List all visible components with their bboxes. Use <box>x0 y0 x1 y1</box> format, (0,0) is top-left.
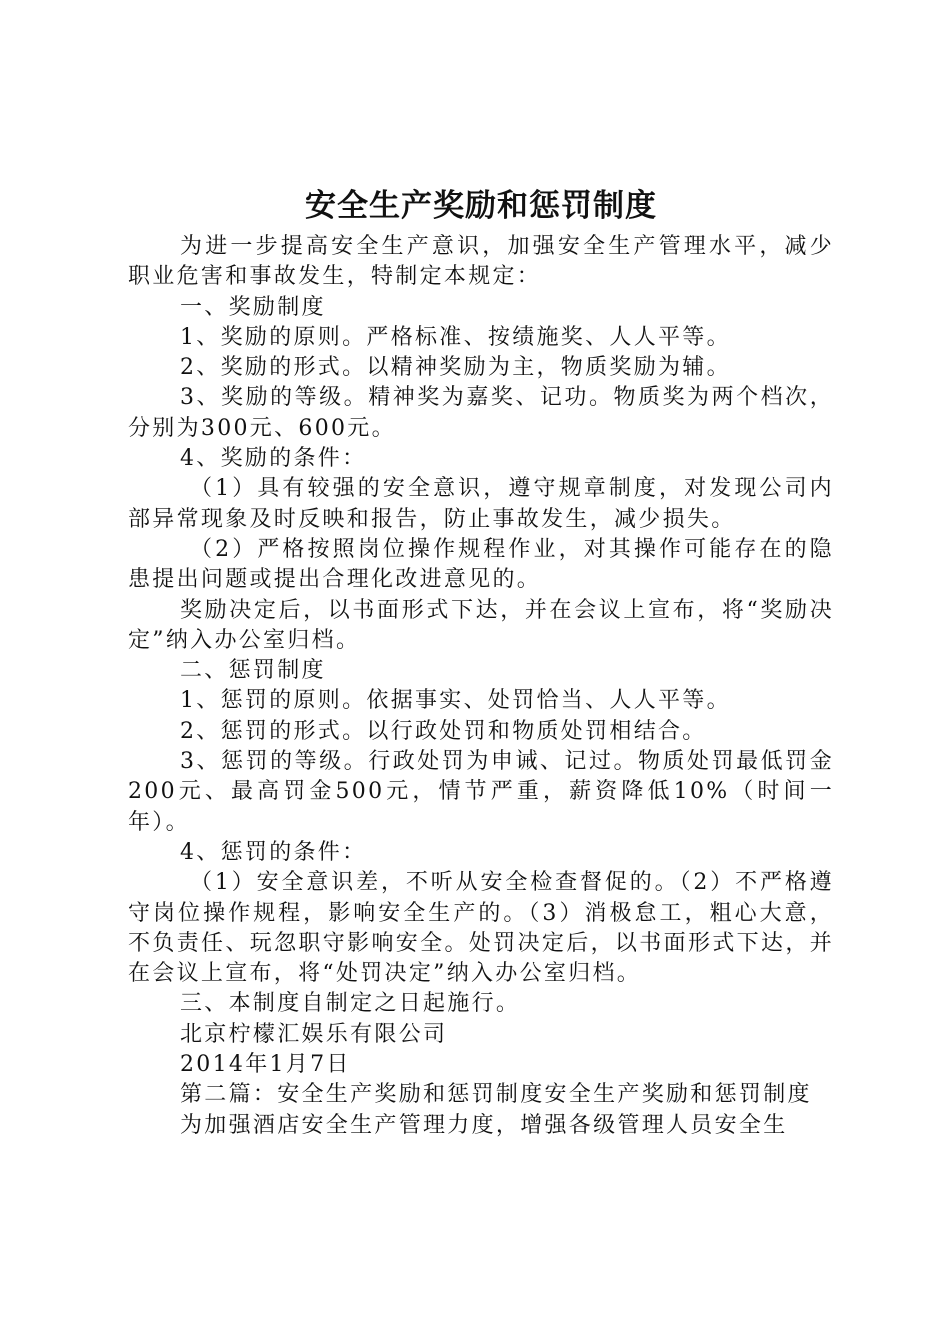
document-body <box>128 232 834 1141</box>
company-name: 北京柠檬汇娱乐有限公司 <box>180 1021 448 1047</box>
penalty-principle: 1、惩罚的原则。依据事实、处罚恰当、人人平等。 <box>180 688 731 714</box>
second-article-heading: 第二篇：安全生产奖励和惩罚制度安全生产奖励和惩罚制度 <box>180 1082 812 1108</box>
document-page <box>128 180 834 1141</box>
section-heading-rewards: 一、奖励制度 <box>180 294 326 320</box>
reward-form: 2、奖励的形式。以精神奖励为主，物质奖励为辅。 <box>180 355 731 381</box>
penalty-conditions-heading: 4、惩罚的条件： <box>180 839 367 865</box>
section-heading-penalties: 二、惩罚制度 <box>180 658 326 684</box>
penalty-level: 3、惩罚的等级。行政处罚为申诫、记过。物质处罚最低罚金200元、最高罚金500元，情节严重，薪资降低10%（时间一年）。 <box>128 749 834 835</box>
reward-level: 3、奖励的等级。精神奖为嘉奖、记功。物质奖为两个档次，分别为300元、600元。 <box>128 385 834 441</box>
document-title: 安全生产奖励和惩罚制度 <box>305 188 657 224</box>
intro-paragraph: 为进一步提高安全生产意识，加强安全生产管理水平，减少职业危害和事故发生，特制定本规定： <box>128 234 834 290</box>
second-article-intro: 为加强酒店安全生产管理力度，增强各级管理人员安全生 <box>180 1112 788 1138</box>
penalty-conditions: （1）安全意识差，不听从安全检查督促的。（2）不严格遵守岗位操作规程，影响安全生产的。（3）消极怠工，粗心大意，不负责任、玩忽职守影响安全。处罚决定后，以书面形式下达，并在会议上宣布，将“处罚决定”纳入办公室归档。 <box>128 870 834 987</box>
reward-condition-1: （1）具有较强的安全意识，遵守规章制度，对发现公司内部异常现象及时反映和报告，防止事故发生，减少损失。 <box>128 476 834 532</box>
reward-principle: 1、奖励的原则。严格标准、按绩施奖、人人平等。 <box>180 324 731 350</box>
effective-clause: 三、本制度自制定之日起施行。 <box>180 991 521 1017</box>
reward-condition-2: （2）严格按照岗位操作规程作业，对其操作可能存在的隐患提出问题或提出合理化改进意见的。 <box>128 536 834 593</box>
reward-decision: 奖励决定后，以书面形式下达，并在会议上宣布，将“奖励决定”纳入办公室归档。 <box>128 597 834 653</box>
penalty-form: 2、惩罚的形式。以行政处罚和物质处罚相结合。 <box>180 718 707 744</box>
reward-conditions-heading: 4、奖励的条件： <box>180 446 367 472</box>
document-date: 2014年1月7日 <box>180 1052 351 1078</box>
